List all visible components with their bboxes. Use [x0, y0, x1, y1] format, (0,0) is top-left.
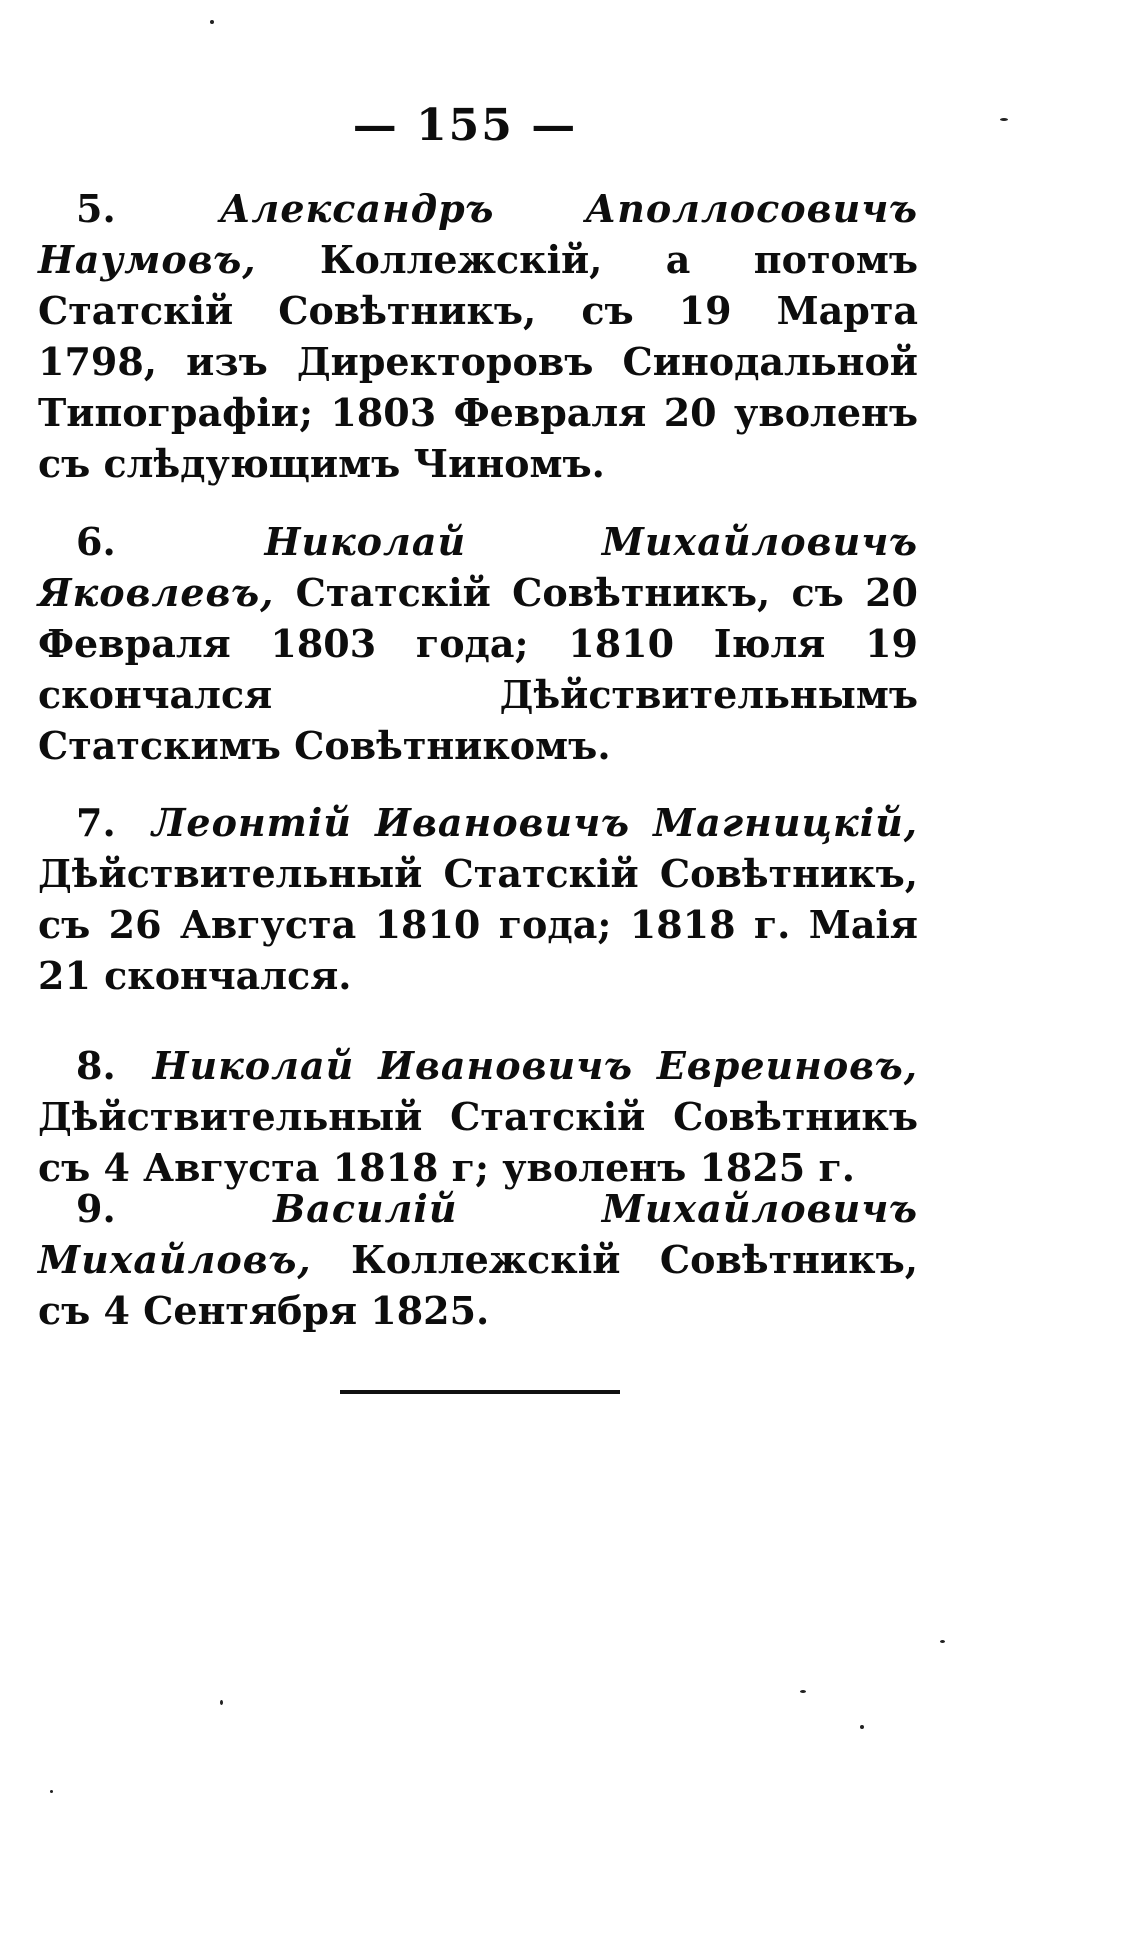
scan-speck — [800, 1690, 806, 1693]
entry-person-name: Александръ Аполлосовичъ Наумовъ, — [38, 186, 918, 282]
page-number: — 155 — — [352, 100, 578, 151]
entry-person-name: Николай Ивановичъ Евреиновъ, — [152, 1043, 918, 1088]
scan-speck — [50, 1790, 53, 1793]
entry-number: 7. — [76, 800, 116, 845]
entry-number: 9. — [76, 1186, 116, 1231]
list-entry-5 — [38, 183, 918, 489]
list-entry-8 — [38, 1040, 918, 1193]
scan-speck — [860, 1725, 864, 1729]
entry-number: 6. — [76, 519, 116, 564]
scan-speck — [210, 20, 214, 24]
list-entry-6 — [38, 516, 918, 771]
entry-person-name: Леонтій Ивановичъ Магницкій, — [151, 800, 919, 845]
entry-person-name: Николай Михайловичъ Яковлевъ, — [38, 519, 918, 615]
entry-text: Коллежскій Совѣтникъ, съ 4 Сентября 1825. — [38, 1237, 918, 1333]
end-divider-rule — [340, 1390, 620, 1394]
scan-speck — [220, 1700, 223, 1705]
entry-number: 8. — [76, 1043, 116, 1088]
entry-text: Дѣйствительный Статскій Совѣтникъ, съ 26 Августа 1810 года; 1818 г. Маія 21 скончался. — [38, 851, 918, 998]
entry-number: 5. — [76, 186, 116, 231]
scan-speck — [940, 1640, 945, 1643]
list-entry-7 — [38, 797, 918, 1001]
entry-text: Статскій Совѣтникъ, съ 20 Февраля 1803 года; 1810 Іюля 19 скончался Дѣйствительнымъ Статскимъ Совѣтникомъ. — [38, 570, 918, 768]
entry-person-name: Василій Михайловичъ Михайловъ, — [38, 1186, 918, 1282]
entry-text: Дѣйствительный Статскій Совѣтникъ съ 4 Августа 1818 г; уволенъ 1825 г. — [38, 1094, 918, 1190]
entry-text: Коллежскій, а потомъ Статскій Совѣтникъ, съ 19 Марта 1798, изъ Директоровъ Синодальной Типографіи; 1803 Февраля 20 уволенъ съ слѣдующимъ Чиномъ. — [38, 237, 918, 486]
list-entry-9 — [38, 1183, 918, 1336]
scan-speck — [1000, 118, 1008, 121]
